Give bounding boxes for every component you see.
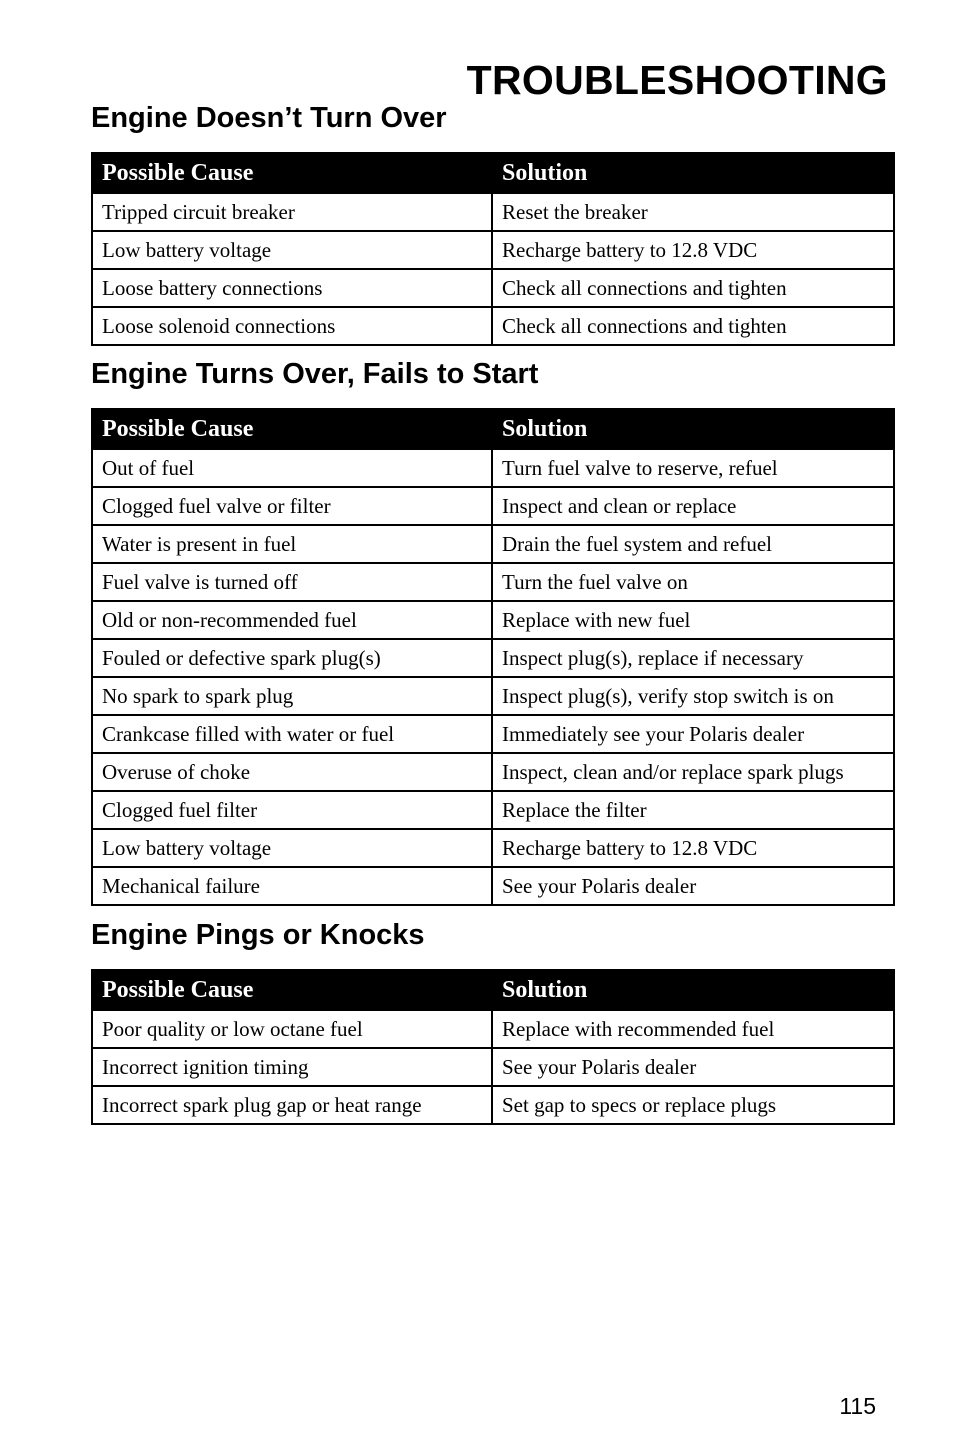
cause-cell: Poor quality or low octane fuel xyxy=(92,1010,492,1048)
table-row xyxy=(92,525,894,563)
solution-cell: Set gap to specs or replace plugs xyxy=(492,1086,894,1124)
section-title-engine-doesnt-turn-over: Engine Doesn’t Turn Over xyxy=(91,102,447,134)
cause-cell: Water is present in fuel xyxy=(92,525,492,563)
table-row xyxy=(92,791,894,829)
cause-cell: Crankcase filled with water or fuel xyxy=(92,715,492,753)
solution-cell: Inspect plug(s), replace if necessary xyxy=(492,639,894,677)
table-row xyxy=(92,487,894,525)
solution-cell: Check all connections and tighten xyxy=(492,307,894,345)
solution-cell: Drain the fuel system and refuel xyxy=(492,525,894,563)
solution-cell: Check all connections and tighten xyxy=(492,269,894,307)
table-engine-pings-or-knocks xyxy=(91,969,895,1125)
solution-cell: Replace the filter xyxy=(492,791,894,829)
header-possible-cause: Possible Cause xyxy=(92,153,492,193)
cause-cell: Incorrect ignition timing xyxy=(92,1048,492,1086)
cause-cell: Mechanical failure xyxy=(92,867,492,905)
solution-cell: Recharge battery to 12.8 VDC xyxy=(492,231,894,269)
header-solution: Solution xyxy=(492,409,894,449)
cause-cell: Incorrect spark plug gap or heat range xyxy=(92,1086,492,1124)
cause-cell: Fuel valve is turned off xyxy=(92,563,492,601)
cause-cell: No spark to spark plug xyxy=(92,677,492,715)
table-header-row xyxy=(92,409,894,449)
solution-cell: Replace with new fuel xyxy=(492,601,894,639)
cause-cell: Fouled or defective spark plug(s) xyxy=(92,639,492,677)
cause-cell: Out of fuel xyxy=(92,449,492,487)
solution-cell: See your Polaris dealer xyxy=(492,867,894,905)
page-title: TROUBLESHOOTING xyxy=(466,57,888,103)
cause-cell: Low battery voltage xyxy=(92,829,492,867)
section-title-engine-pings-or-knocks: Engine Pings or Knocks xyxy=(91,919,425,951)
solution-cell: Inspect plug(s), verify stop switch is on xyxy=(492,677,894,715)
cause-cell: Clogged fuel valve or filter xyxy=(92,487,492,525)
solution-cell: Immediately see your Polaris dealer xyxy=(492,715,894,753)
table-row xyxy=(92,269,894,307)
cause-cell: Low battery voltage xyxy=(92,231,492,269)
header-solution: Solution xyxy=(492,970,894,1010)
solution-cell: Turn fuel valve to reserve, refuel xyxy=(492,449,894,487)
solution-cell: Turn the fuel valve on xyxy=(492,563,894,601)
table-row xyxy=(92,829,894,867)
cause-cell: Overuse of choke xyxy=(92,753,492,791)
cause-cell: Loose solenoid connections xyxy=(92,307,492,345)
table-row xyxy=(92,193,894,231)
cause-cell: Clogged fuel filter xyxy=(92,791,492,829)
table-row xyxy=(92,677,894,715)
table-row xyxy=(92,715,894,753)
solution-cell: Replace with recommended fuel xyxy=(492,1010,894,1048)
table-row xyxy=(92,639,894,677)
page-number: 115 xyxy=(839,1393,876,1419)
table-header-row xyxy=(92,970,894,1010)
table-row xyxy=(92,307,894,345)
header-solution: Solution xyxy=(492,153,894,193)
solution-cell: See your Polaris dealer xyxy=(492,1048,894,1086)
section-title-engine-turns-over-fails-to-start: Engine Turns Over, Fails to Start xyxy=(91,358,539,390)
table-header-row xyxy=(92,153,894,193)
solution-cell: Reset the breaker xyxy=(492,193,894,231)
table-engine-turns-over-fails-to-start xyxy=(91,408,895,906)
table-engine-doesnt-turn-over xyxy=(91,152,895,346)
cause-cell: Tripped circuit breaker xyxy=(92,193,492,231)
table-row xyxy=(92,231,894,269)
cause-cell: Loose battery connections xyxy=(92,269,492,307)
table-row xyxy=(92,867,894,905)
table-row xyxy=(92,449,894,487)
table-row xyxy=(92,563,894,601)
cause-cell: Old or non-recommended fuel xyxy=(92,601,492,639)
table-row xyxy=(92,1010,894,1048)
solution-cell: Inspect and clean or replace xyxy=(492,487,894,525)
header-possible-cause: Possible Cause xyxy=(92,409,492,449)
solution-cell: Recharge battery to 12.8 VDC xyxy=(492,829,894,867)
table-row xyxy=(92,601,894,639)
table-row xyxy=(92,1086,894,1124)
table-row xyxy=(92,1048,894,1086)
solution-cell: Inspect, clean and/or replace spark plugs xyxy=(492,753,894,791)
header-possible-cause: Possible Cause xyxy=(92,970,492,1010)
table-row xyxy=(92,753,894,791)
